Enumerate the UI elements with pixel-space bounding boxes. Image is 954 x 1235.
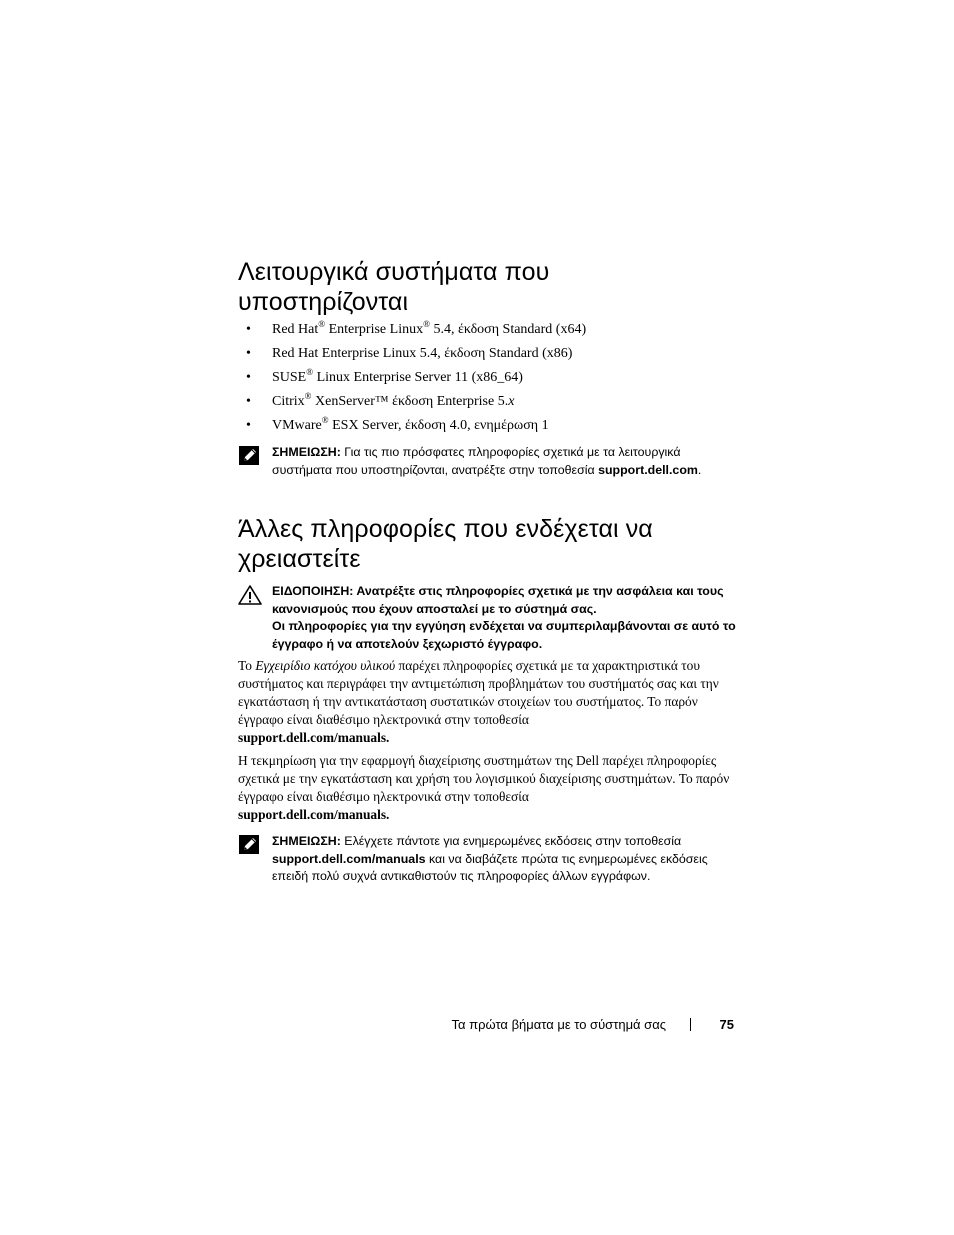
note-pencil-icon — [238, 445, 262, 467]
list-item: • Red Hat® Enterprise Linux® 5.4, έκδοση Standard (x64) — [238, 318, 738, 342]
note-updates: ΣΗΜΕΙΩΣΗ: Ελέγχετε πάντοτε για ενημερωμένες εκδόσεις στην τοποθεσία support.dell.com/manuals και να διαβάζετε πρώτα τις ενημερωμένες εκδόσεις επειδή πολύ συχνά αντικαθιστούν τις πληροφορίες άλλων εγγράφων. — [238, 833, 738, 886]
bullet: • — [246, 418, 251, 433]
heading-supported-os: Λειτουργικά συστήματα που υποστηρίζονται — [238, 258, 550, 316]
page-number: 75 — [719, 1017, 734, 1032]
os-list — [238, 318, 738, 438]
note-pencil-icon — [238, 834, 262, 856]
bullet: • — [246, 370, 251, 385]
list-item: • Citrix® XenServer™ έκδοση Enterprise 5.x — [238, 390, 738, 414]
list-item: • VMware® ESX Server, έκδοση 4.0, ενημέρωση 1 — [238, 414, 738, 438]
heading-other-info: Άλλες πληροφορίες που ενδέχεται να χρειαστείτε — [238, 515, 653, 573]
warning-triangle-icon — [238, 584, 262, 606]
bullet: • — [246, 394, 251, 409]
paragraph-management-docs: Η τεκμηρίωση για την εφαρμογή διαχείρισης συστημάτων της Dell παρέχει πληροφορίες σχετικά με την εγκατάσταση και χρήση του λογισμικού διαχείρισης συστημάτων. Το παρόν έγγραφο είναι διαθέσιμο ηλεκτρονικά στην τοποθεσία support.dell.com/manuals. — [238, 753, 730, 822]
list-item: • Red Hat Enterprise Linux 5.4, έκδοση Standard (x86) — [238, 342, 738, 366]
footer-separator — [690, 1018, 691, 1031]
list-item: • SUSE® Linux Enterprise Server 11 (x86_64) — [238, 366, 738, 390]
note-supported-os: ΣΗΜΕΙΩΣΗ: Για τις πιο πρόσφατες πληροφορίες σχετικά με τα λειτουργικά συστήματα που υποστηρίζονται, ανατρέξτε στην τοποθεσία support.dell.com. — [238, 444, 738, 479]
warning-notice: ΕΙΔΟΠΟΙΗΣΗ: Ανατρέξτε στις πληροφορίες σχετικά με την ασφάλεια και τους κανονισμούς που έχουν αποσταλεί με το σύστημά σας. Οι πληροφορίες για την εγγύηση ενδέχεται να συμπεριλαμβάνονται σε αυτό το έγγραφο ή να αποτελούν ξεχωριστό έγγραφο. — [238, 583, 738, 653]
bullet: • — [246, 322, 251, 337]
footer-title: Τα πρώτα βήματα με το σύστημά σας — [451, 1017, 666, 1032]
paragraph-hardware-manual: Το Εγχειρίδιο κατόχου υλικού παρέχει πληροφορίες σχετικά με τα χαρακτηριστικά του συστήματος και περιγράφει την αντιμετώπιση προβλημάτων του συστήματός σας και την εγκατάσταση ή την αντικατάσταση συστατικών στοιχείων του συστήματος. Το παρόν έγγραφο είναι διαθέσιμο ηλεκτρονικά στην τοποθεσία support.dell.com/manuals. — [238, 658, 719, 745]
bullet: • — [246, 346, 251, 361]
